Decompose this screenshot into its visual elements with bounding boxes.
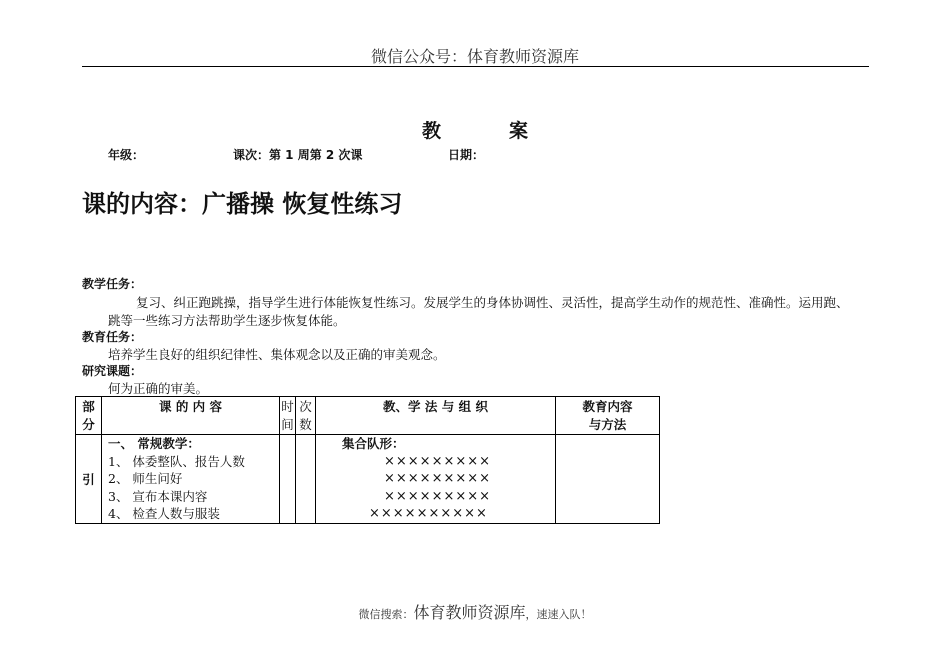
count-cell xyxy=(296,435,316,524)
teaching-task-line-1: 复习、纠正跑跳操，指导学生进行体能恢复性练习。发展学生的身体协调性、灵活性，提高学生动作的规范性、准确性。运用跑、 xyxy=(136,295,849,310)
grade-field: 年级： xyxy=(108,148,145,162)
header-part: 部 分 xyxy=(76,397,102,435)
title-char-2: 案 xyxy=(509,120,529,142)
header-method: 教、学 法 与 组 织 xyxy=(316,397,556,435)
teaching-task-line-2: 跳等一些练习方法帮助学生逐步恢复体能。 xyxy=(108,313,346,328)
content-title: 课的内容：广播操 恢复性练习 xyxy=(82,190,403,218)
page-footer xyxy=(0,600,950,623)
page-header: 微信公众号：体育教师资源库 xyxy=(370,47,579,66)
method-cell xyxy=(316,435,556,524)
footer-main: 体育教师资源库 xyxy=(413,603,526,622)
education-cell xyxy=(556,435,660,524)
header-education: 教育内容 与方法 xyxy=(556,397,660,435)
header-time: 时 间 xyxy=(280,397,296,435)
research-topic-label: 研究课题： xyxy=(82,364,143,378)
formation-row: ×××××××××× xyxy=(369,506,488,521)
header-divider xyxy=(82,66,869,67)
education-task-label: 教育任务： xyxy=(82,330,143,344)
footer-suffix: ，速速入队！ xyxy=(525,608,592,621)
header-content: 课 的 内 容 xyxy=(102,397,280,435)
research-topic-text: 何为正确的审美。 xyxy=(108,381,209,396)
table-header-row xyxy=(76,397,660,435)
part-cell: 引 xyxy=(76,435,102,524)
teaching-task-label: 教学任务： xyxy=(82,277,143,291)
formation-row: ××××××××× xyxy=(384,471,492,486)
content-cell xyxy=(102,435,280,524)
lesson-number: 课次：第 1 周第 2 次课 xyxy=(233,148,363,162)
title-char-1: 教 xyxy=(421,120,441,142)
content-item: 2、 师生问好 xyxy=(108,471,183,486)
formation-row: ××××××××× xyxy=(384,453,492,469)
education-task-text: 培养学生良好的组织纪律性、集体观念以及正确的审美观念。 xyxy=(108,347,446,362)
lesson-plan-table xyxy=(75,396,660,524)
header-count: 次 数 xyxy=(296,397,316,435)
content-item: 3、 宣布本课内容 xyxy=(108,488,208,504)
footer-prefix: 微信搜索： xyxy=(358,608,414,621)
formation-label: 集合队形： xyxy=(342,436,405,451)
date-field: 日期： xyxy=(448,148,485,162)
time-cell xyxy=(280,435,296,524)
formation-row: ××××××××× xyxy=(384,488,492,504)
content-item: 4、 检查人数与服装 xyxy=(108,506,220,521)
table-row xyxy=(76,435,660,524)
content-item: 1、 体委整队、报告人数 xyxy=(108,453,245,469)
document-title xyxy=(0,116,950,143)
content-item: 一、 常规教学： xyxy=(108,436,200,451)
